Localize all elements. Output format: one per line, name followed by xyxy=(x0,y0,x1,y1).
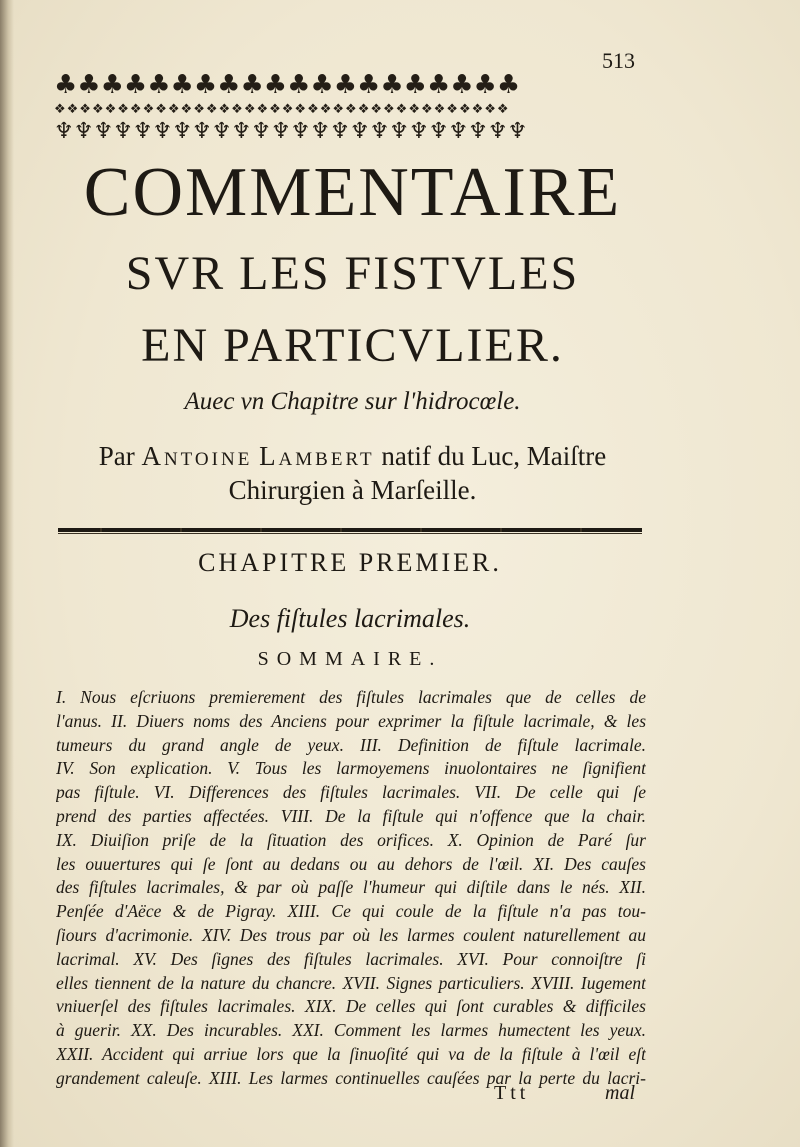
author-first-name: Antoine xyxy=(141,441,253,471)
summary-line: lacrimal. XV. Des ſignes des fiſtules lacrimales. XVI. Pour connoiſtre ſi xyxy=(56,948,646,969)
summary-line: l'anus. II. Diuers noms des Anciens pour exprimer la fiſtule lacrimale, & les xyxy=(56,710,646,731)
author-rest: natif du Luc, Maiſtre xyxy=(374,441,607,471)
divider-rule xyxy=(58,528,642,532)
summary-line: vniuerſel des fiſtules lacrimales. XIX. De celles qui ſont curables & difficiles xyxy=(56,996,646,1017)
signature-mark: Ttt xyxy=(494,1082,530,1104)
summary-line: IX. Diuiſion priſe de la ſituation des orifices. X. Opinion de Paré ſur xyxy=(56,829,646,850)
ornament-fleuron-row-bottom: ♆♆♆♆♆♆♆♆♆♆♆♆♆♆♆♆♆♆♆♆♆♆♆♆ xyxy=(54,119,528,144)
title-line-2: SVR LES FISTVLES xyxy=(125,247,580,300)
title-line-3: EN PARTICVLIER. xyxy=(141,319,564,372)
summary-line: les ouuertures qui ſe ſont au dedans ou au dehors de l'œil. XI. Des cauſes xyxy=(56,853,646,874)
summary-line: I. Nous eſcriuons premierement des fiſtules lacrimales que de celles de xyxy=(56,687,646,707)
summary-line: à guerir. XX. Des incurables. XXI. Comment les larmes humectent les yeux. xyxy=(56,1020,646,1041)
summary-text xyxy=(56,686,646,1091)
summary-line: XXII. Accident qui arriue lors que la ſinuoſité qui va de la fiſtule à l'œil eſt xyxy=(56,1043,646,1064)
headpiece-ornament xyxy=(54,70,648,150)
summary-line: tumeurs du grand angle de yeux. III. Definition de fiſtule lacrimale. xyxy=(56,734,646,755)
subtitle: Auec vn Chapitre sur l'hidrocœle. xyxy=(184,388,521,415)
summary-line: des fiſtules lacrimales, & par où paſſe l'humeur qui diſtile dans le nés. XII. xyxy=(56,877,646,898)
summary-line: ſiours d'acrimonie. XIV. Des trous par où les larmes coulent naturellement au xyxy=(56,924,646,945)
summary-line: IV. Son explication. V. Tous les larmoyemens inuolontaires ne ſignifient xyxy=(56,758,646,779)
author-last-name: Lambert xyxy=(259,441,375,471)
summary-line: elles tiennent de la nature du chancre. XVII. Signes particuliers. XVIII. Iugement xyxy=(56,972,646,993)
catchword: mal xyxy=(605,1082,635,1104)
page-number: 513 xyxy=(602,48,635,73)
author-line-2: Chirurgien à Marſeille. xyxy=(228,475,477,505)
summary-line: Penſée d'Aëce & de Pigray. XIII. Ce qui coule de la fiſtule n'a pas tou- xyxy=(56,901,646,922)
ornament-fleuron-row: ♣♣♣♣♣♣♣♣♣♣♣♣♣♣♣♣♣♣♣♣ xyxy=(54,70,521,100)
author-prefix: Par xyxy=(98,441,142,471)
summary-line: prend des parties affectées. VIII. De la fiſtule qui n'offence que la chair. xyxy=(56,805,646,826)
summary-heading: SOMMAIRE. xyxy=(257,648,443,670)
chapter-title: Des fiſtules lacrimales. xyxy=(229,604,471,633)
summary-line: pas fiſtule. VI. Differences des fiſtules lacrimales. VII. De celle qui ſe xyxy=(56,782,646,803)
summary-line: grandement caleuſe. XIII. Les larmes continuelles cauſées par la perte du lacri- xyxy=(56,1067,646,1088)
page-gutter xyxy=(0,0,14,1147)
title-line-1: COMMENTAIRE xyxy=(83,154,622,231)
author-line-1 xyxy=(45,440,660,472)
ornament-band-row: ❖❖❖❖❖❖❖❖❖❖❖❖❖❖❖❖❖❖❖❖❖❖❖❖❖❖❖❖❖❖❖❖❖❖❖❖ xyxy=(54,101,510,117)
chapter-heading: CHAPITRE PREMIER. xyxy=(198,548,502,577)
